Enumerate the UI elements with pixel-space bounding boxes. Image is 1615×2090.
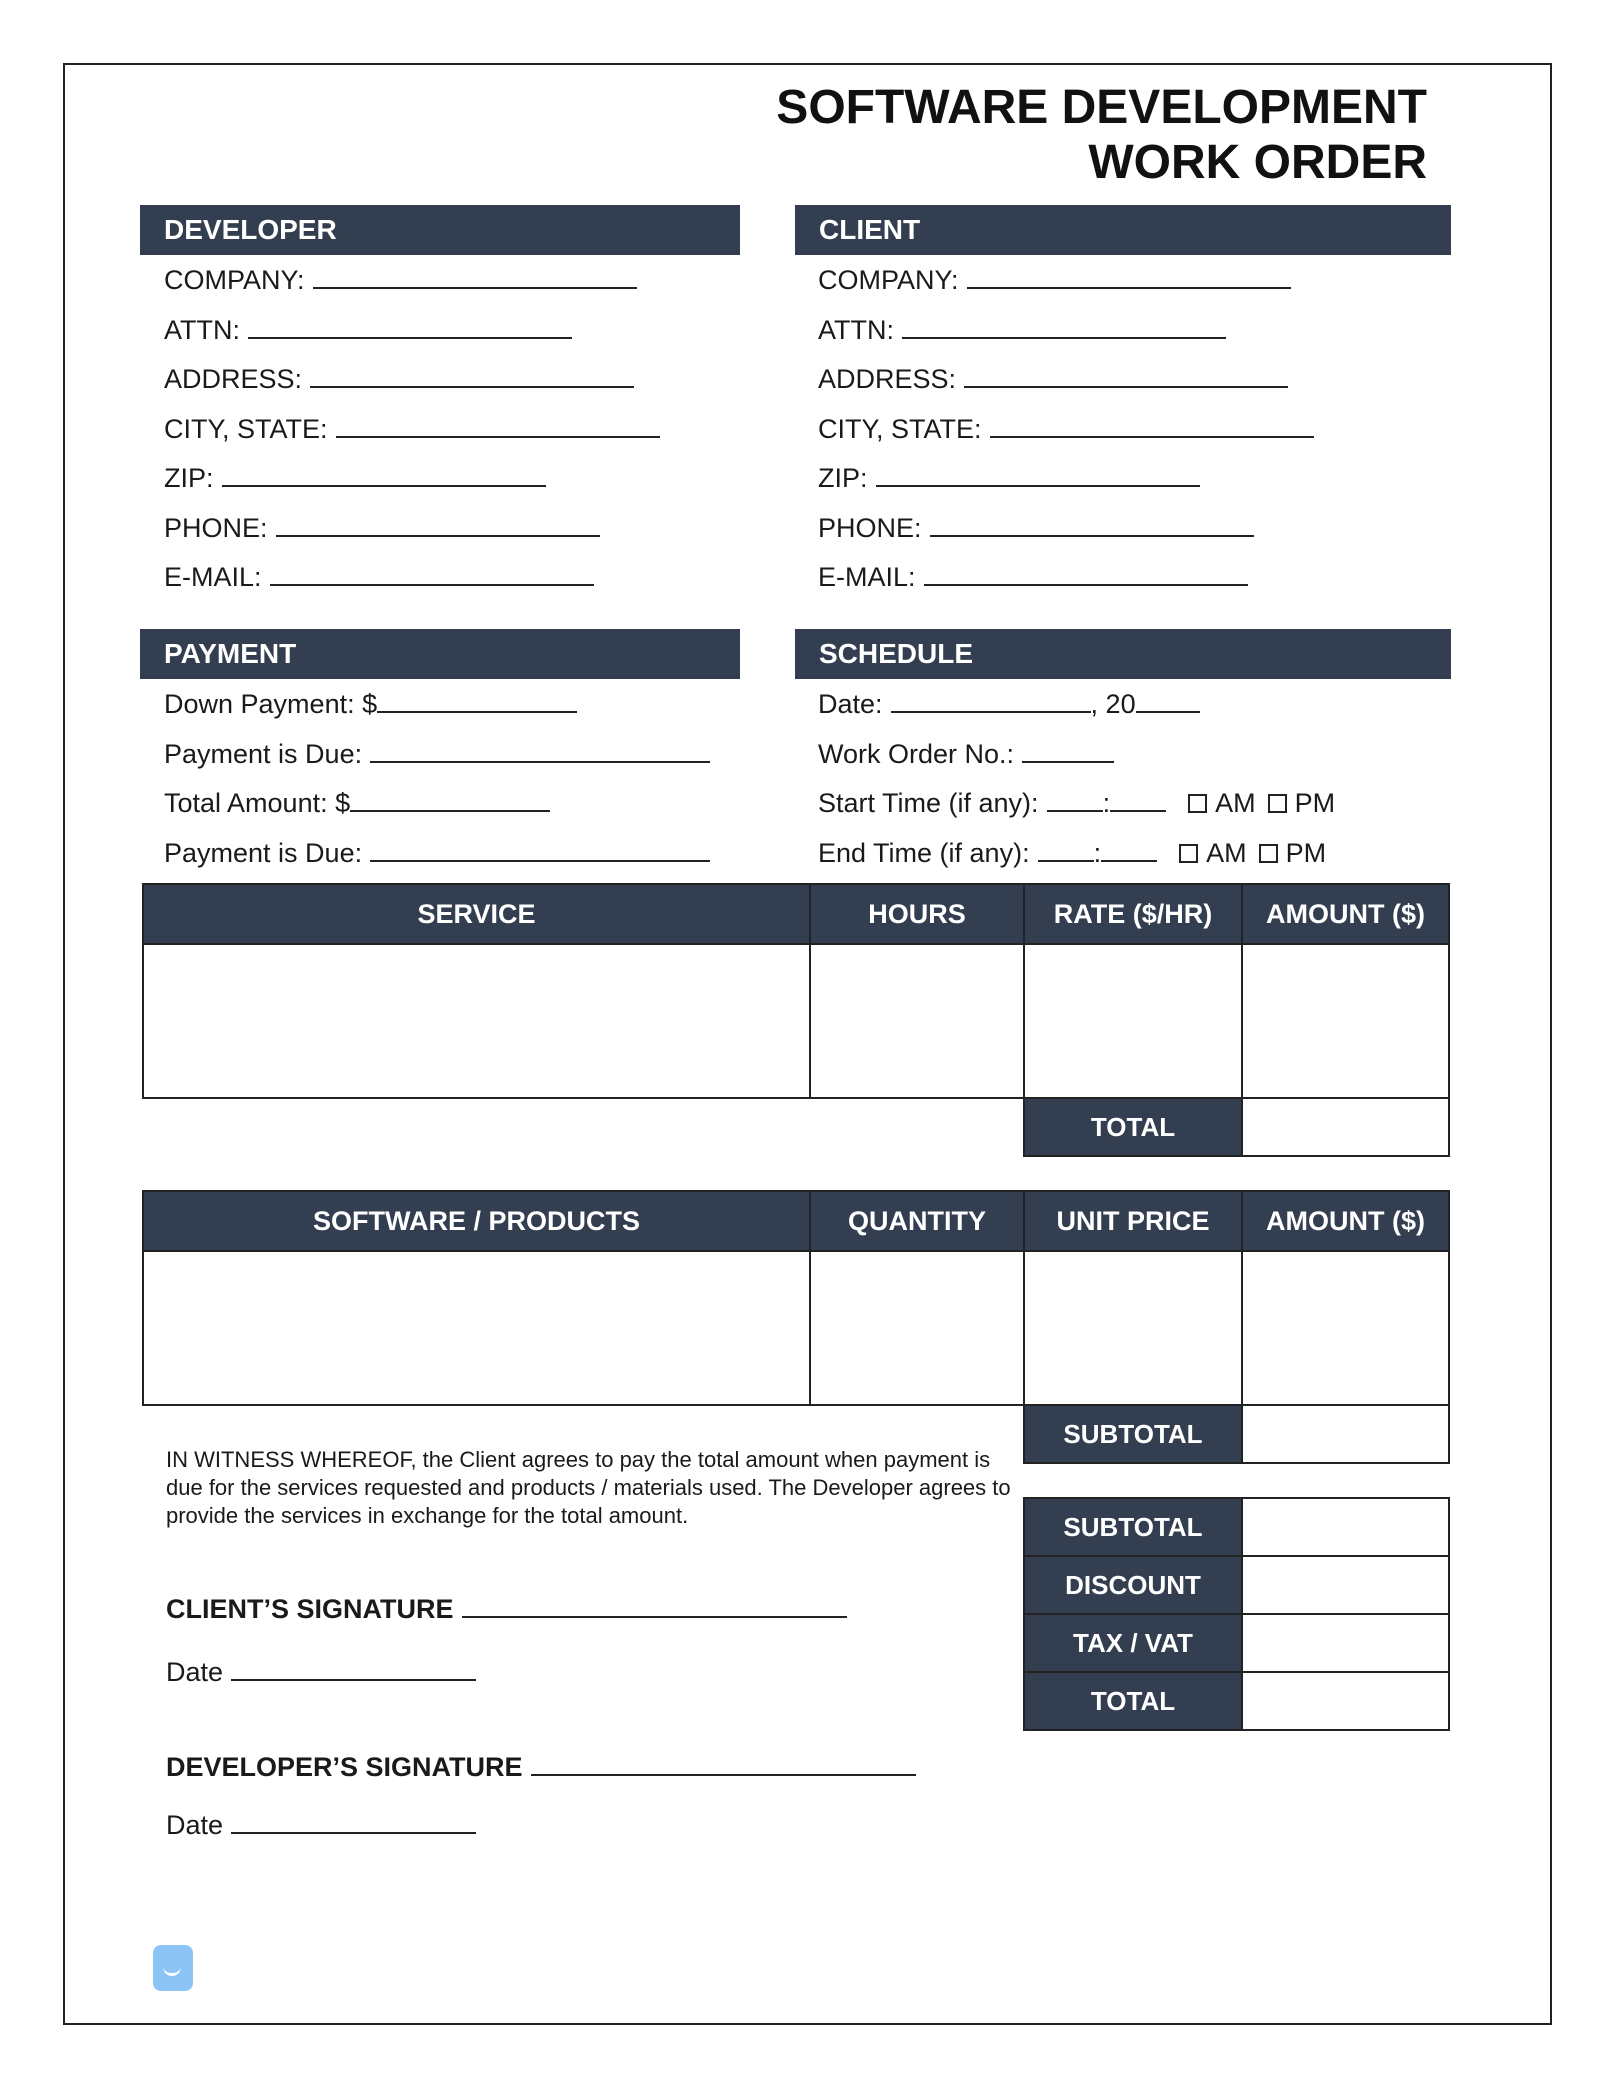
field-label: CITY, STATE: <box>164 414 328 444</box>
client-city-state-field[interactable] <box>818 412 1314 445</box>
minute-input-line[interactable] <box>1101 836 1157 862</box>
am-checkbox[interactable] <box>1188 794 1207 813</box>
pm-label: PM <box>1294 788 1336 818</box>
field-label: E-MAIL: <box>818 562 916 592</box>
field-label: Date: <box>818 689 883 719</box>
products-column-header: SOFTWARE / PRODUCTS <box>143 1191 810 1251</box>
input-line[interactable] <box>902 313 1226 339</box>
summary-discount-label: DISCOUNT <box>1024 1556 1242 1614</box>
unit-price-cell[interactable] <box>1024 1251 1242 1405</box>
developer-address-field[interactable] <box>164 362 634 395</box>
schedule-heading: SCHEDULE <box>795 629 1451 679</box>
quantity-column-header: QUANTITY <box>810 1191 1024 1251</box>
client-email-field[interactable] <box>818 560 1248 593</box>
input-line[interactable] <box>313 263 637 289</box>
field-label: End Time (if any): <box>818 838 1030 868</box>
unit-price-column-header: UNIT PRICE <box>1024 1191 1242 1251</box>
input-line[interactable] <box>990 412 1314 438</box>
amount-cell[interactable] <box>1242 1251 1449 1405</box>
input-line[interactable] <box>270 560 594 586</box>
smile-logo-icon <box>153 1945 193 1991</box>
input-line[interactable] <box>370 737 710 763</box>
input-line[interactable] <box>964 362 1288 388</box>
client-address-field[interactable] <box>818 362 1288 395</box>
summary-row <box>1024 1672 1449 1730</box>
developer-heading: DEVELOPER <box>140 205 740 255</box>
rate-cell[interactable] <box>1024 944 1242 1098</box>
summary-discount-value[interactable] <box>1242 1556 1449 1614</box>
summary-row <box>1024 1614 1449 1672</box>
pm-checkbox[interactable] <box>1259 844 1278 863</box>
amount-column-header: AMOUNT ($) <box>1242 884 1449 944</box>
date-label: Date <box>166 1657 224 1687</box>
client-attn-field[interactable] <box>818 313 1226 346</box>
client-zip-field[interactable] <box>818 461 1200 494</box>
services-total-value[interactable] <box>1242 1098 1449 1156</box>
amount-column-header: AMOUNT ($) <box>1242 1191 1449 1251</box>
summary-tax-label: TAX / VAT <box>1024 1614 1242 1672</box>
total-amount-field[interactable] <box>164 786 550 819</box>
table-row <box>143 1251 1449 1405</box>
client-phone-field[interactable] <box>818 511 1254 544</box>
summary-tax-value[interactable] <box>1242 1614 1449 1672</box>
field-label: ADDRESS: <box>164 364 303 394</box>
services-total-label: TOTAL <box>1024 1098 1242 1156</box>
am-label: AM <box>1215 788 1256 818</box>
field-label: PHONE: <box>164 513 268 543</box>
signature-label: DEVELOPER’S SIGNATURE <box>166 1752 523 1782</box>
date-line[interactable] <box>231 1655 476 1681</box>
input-line[interactable] <box>967 263 1291 289</box>
field-label: COMPANY: <box>164 265 305 295</box>
developer-attn-field[interactable] <box>164 313 572 346</box>
input-line[interactable] <box>350 786 550 812</box>
input-line[interactable] <box>248 313 572 339</box>
field-label: Start Time (if any): <box>818 788 1039 818</box>
down-payment-field[interactable] <box>164 687 577 720</box>
developer-signature-field[interactable] <box>166 1750 916 1783</box>
rate-column-header: RATE ($/HR) <box>1024 884 1242 944</box>
products-subtotal-row <box>1024 1405 1449 1463</box>
input-line[interactable] <box>924 560 1248 586</box>
developer-company-field[interactable] <box>164 263 637 296</box>
hour-input-line[interactable] <box>1047 786 1103 812</box>
field-label: Total Amount: $ <box>164 788 351 818</box>
field-label: ZIP: <box>164 463 214 493</box>
client-signature-field[interactable] <box>166 1592 847 1625</box>
payment-heading: PAYMENT <box>140 629 740 679</box>
hours-column-header: HOURS <box>810 884 1024 944</box>
summary-row <box>1024 1556 1449 1614</box>
year-prefix: , 20 <box>1090 689 1136 719</box>
products-subtotal-value[interactable] <box>1242 1405 1449 1463</box>
title-line-1: SOFTWARE DEVELOPMENT <box>776 81 1427 134</box>
services-table <box>142 883 1450 1099</box>
client-date-field[interactable] <box>166 1655 476 1688</box>
date-label: Date <box>166 1810 224 1840</box>
table-row <box>143 944 1449 1098</box>
summary-table <box>1023 1497 1450 1731</box>
am-label: AM <box>1206 838 1247 868</box>
summary-total-label: TOTAL <box>1024 1672 1242 1730</box>
service-column-header: SERVICE <box>143 884 810 944</box>
payment-due-field-1[interactable] <box>164 737 710 770</box>
start-time-field[interactable] <box>818 786 1335 819</box>
field-label: ATTN: <box>164 315 240 345</box>
developer-city-state-field[interactable] <box>164 412 660 445</box>
input-line[interactable] <box>930 511 1254 537</box>
signature-label: CLIENT’S SIGNATURE <box>166 1594 454 1624</box>
field-label: ATTN: <box>818 315 894 345</box>
developer-zip-field[interactable] <box>164 461 546 494</box>
field-label: Payment is Due: <box>164 739 363 769</box>
hours-cell[interactable] <box>810 944 1024 1098</box>
time-colon: : <box>1102 788 1111 818</box>
products-table <box>142 1190 1450 1406</box>
input-line[interactable] <box>891 687 1091 713</box>
developer-phone-field[interactable] <box>164 511 600 544</box>
input-line[interactable] <box>276 511 600 537</box>
summary-row <box>1024 1498 1449 1556</box>
minute-input-line[interactable] <box>1110 786 1166 812</box>
input-line[interactable] <box>370 836 710 862</box>
products-subtotal-table <box>1023 1404 1450 1464</box>
client-heading: CLIENT <box>795 205 1451 255</box>
services-total-table <box>1023 1097 1450 1157</box>
input-line[interactable] <box>377 687 577 713</box>
payment-due-field-2[interactable] <box>164 836 710 869</box>
field-label: COMPANY: <box>818 265 959 295</box>
services-total-row <box>1024 1098 1449 1156</box>
witness-statement: IN WITNESS WHEREOF, the Client agrees to pay the total amount when payment is due for the services requested and products / materials used. The Developer agrees to provide the services in exchange for the total amount. <box>166 1447 1011 1528</box>
year-input-line[interactable] <box>1136 687 1200 713</box>
input-line[interactable] <box>222 461 546 487</box>
signature-line[interactable] <box>462 1592 847 1618</box>
client-company-field[interactable] <box>818 263 1291 296</box>
products-subtotal-label: SUBTOTAL <box>1024 1405 1242 1463</box>
time-colon: : <box>1093 838 1102 868</box>
developer-email-field[interactable] <box>164 560 594 593</box>
pm-label: PM <box>1285 838 1327 868</box>
amount-cell[interactable] <box>1242 944 1449 1098</box>
signature-line[interactable] <box>531 1750 916 1776</box>
field-label: PHONE: <box>818 513 922 543</box>
input-line[interactable] <box>876 461 1200 487</box>
services-header-row <box>143 884 1449 944</box>
quantity-cell[interactable] <box>810 1251 1024 1405</box>
title-line-2: WORK ORDER <box>1088 136 1427 189</box>
field-label: Work Order No.: <box>818 739 1015 769</box>
product-cell[interactable] <box>143 1251 810 1405</box>
schedule-date-field[interactable] <box>818 687 1200 720</box>
service-cell[interactable] <box>143 944 810 1098</box>
developer-date-field[interactable] <box>166 1808 476 1841</box>
date-line[interactable] <box>231 1808 476 1834</box>
end-time-field[interactable] <box>818 836 1326 869</box>
document-title <box>776 80 1427 190</box>
input-line[interactable] <box>1022 737 1114 763</box>
field-label: Down Payment: $ <box>164 689 378 719</box>
input-line[interactable] <box>336 412 660 438</box>
summary-total-value[interactable] <box>1242 1672 1449 1730</box>
field-label: E-MAIL: <box>164 562 262 592</box>
field-label: Payment is Due: <box>164 838 363 868</box>
hour-input-line[interactable] <box>1038 836 1094 862</box>
field-label: ZIP: <box>818 463 868 493</box>
pm-checkbox[interactable] <box>1268 794 1287 813</box>
am-checkbox[interactable] <box>1179 844 1198 863</box>
input-line[interactable] <box>310 362 634 388</box>
products-header-row <box>143 1191 1449 1251</box>
field-label: CITY, STATE: <box>818 414 982 444</box>
field-label: ADDRESS: <box>818 364 957 394</box>
work-order-number-field[interactable] <box>818 737 1114 770</box>
summary-subtotal-label: SUBTOTAL <box>1024 1498 1242 1556</box>
summary-subtotal-value[interactable] <box>1242 1498 1449 1556</box>
